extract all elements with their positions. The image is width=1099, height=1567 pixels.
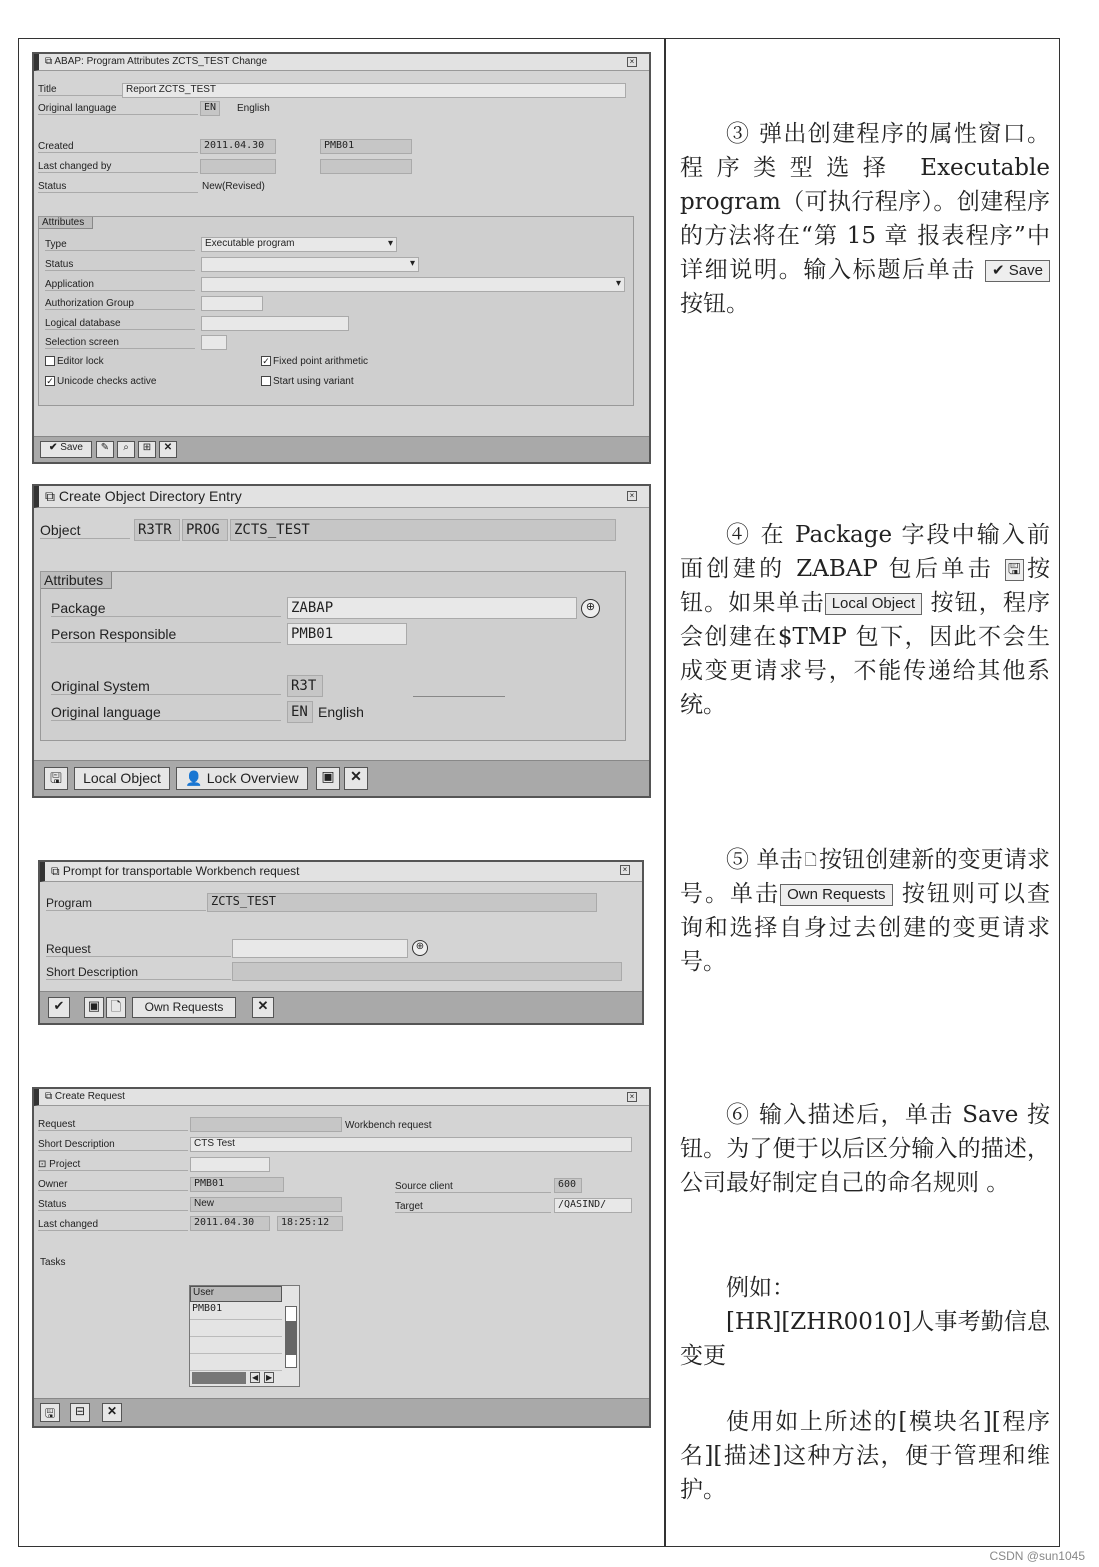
transport-request-prompt-dialog	[38, 860, 644, 1025]
fixed-point-label: Fixed point arithmetic	[273, 356, 369, 367]
tasks-label: Tasks	[40, 1257, 66, 1268]
column-divider	[664, 38, 666, 1547]
check-icon[interactable]: ⌕	[117, 441, 135, 458]
dropdown-icon[interactable]: ▾	[387, 238, 393, 249]
application-select[interactable]	[201, 277, 625, 292]
object-name: ZCTS_TEST	[230, 519, 616, 541]
object-label: Object	[40, 522, 130, 539]
dropdown-icon[interactable]: ▾	[615, 278, 621, 289]
cancel-icon[interactable]: ✕	[252, 997, 274, 1018]
editor-lock-label: Editor lock	[57, 356, 104, 367]
start-variant-label: Start using variant	[273, 376, 354, 387]
request-label: Request	[46, 942, 231, 957]
title-input[interactable]: Report ZCTS_TEST	[122, 83, 626, 98]
step3-tail: 按钮。	[680, 291, 749, 317]
short-desc-label: Short Description	[46, 965, 231, 980]
request-input[interactable]	[232, 939, 408, 958]
package-label: Package	[51, 600, 281, 617]
type-label: Type	[45, 239, 195, 251]
inline-local-object-button: Local Object	[825, 593, 922, 615]
logical-db-input[interactable]	[201, 316, 349, 331]
tasks-row[interactable]: PMB01	[190, 1303, 282, 1320]
lock-overview-button[interactable]	[176, 767, 308, 790]
scroll-left-icon[interactable]: ◀	[252, 1373, 259, 1382]
dialog-titlebar	[34, 1089, 649, 1106]
create-object-directory-dialog	[32, 484, 651, 798]
close-icon[interactable]: ×	[620, 865, 630, 875]
display-icon[interactable]: ▣	[316, 767, 340, 790]
attr-status-label: Status	[45, 259, 195, 271]
dialog-toolbar	[34, 1398, 649, 1426]
orig-lang-name: English	[318, 704, 364, 720]
editor-lock-checkbox[interactable]	[45, 356, 104, 367]
person-input[interactable]: PMB01	[287, 623, 407, 645]
save-button[interactable]: ✔ Save	[40, 441, 92, 458]
source-client-value: 600	[554, 1178, 582, 1193]
continue-icon[interactable]: ✔	[48, 997, 70, 1018]
owner-value: PMB01	[190, 1177, 284, 1192]
created-by: PMB01	[320, 139, 412, 154]
orig-lang-name: English	[237, 103, 270, 114]
last-changed-label: Last changed	[38, 1219, 188, 1231]
step4-mid: 按钮。如果单击	[680, 556, 1051, 616]
inline-own-requests-button: Own Requests	[780, 884, 892, 906]
step3-body: ③ 弹出创建程序的属性窗口。程序类型选择 Executable program（可执行程序）。创建程序的方法将在“第 15 章 报表程序”中详细说明。输入标题后单击	[680, 121, 1050, 283]
example-label: 例如：	[726, 1275, 795, 1301]
type-value: Executable program	[205, 238, 295, 249]
horizontal-scrollbar[interactable]	[192, 1372, 246, 1384]
start-variant-checkbox[interactable]	[261, 376, 354, 387]
step6-text	[680, 1098, 1050, 1200]
source-client-label: Source client	[395, 1181, 551, 1193]
request-type: Workbench request	[345, 1120, 432, 1131]
project-label	[38, 1159, 188, 1171]
status-label: Status	[38, 181, 198, 193]
dialog-title: Create Object Directory Entry	[58, 488, 242, 504]
unicode-checks-checkbox[interactable]: ✓ Unicode checks active	[46, 376, 157, 387]
dialog-titlebar	[34, 486, 649, 508]
step6-body: ⑥ 输入描述后，单击 Save 按钮。为了便于以后区分输入的描述，公司最好制定自己的命名规则 。	[680, 1102, 1050, 1196]
request-value	[190, 1117, 342, 1132]
status-value: New	[190, 1197, 342, 1212]
object-type: PROG	[182, 519, 228, 541]
hierarchy-icon[interactable]: ⊞	[138, 441, 156, 458]
orig-system-desc-line	[413, 696, 505, 697]
type-select[interactable]	[201, 237, 397, 252]
auth-group-input[interactable]	[201, 296, 263, 311]
dialog-toolbar	[34, 436, 649, 462]
status-value: New(Revised)	[202, 181, 265, 192]
window-icon: ⧉	[45, 1091, 53, 1102]
orig-lang-code: EN	[200, 101, 220, 116]
orig-lang-label: Original language	[51, 704, 281, 721]
cancel-icon[interactable]: ✕	[344, 767, 368, 790]
dropdown-icon[interactable]: ▾	[409, 258, 415, 269]
orig-lang-code: EN	[287, 701, 313, 723]
last-changed-label: Last changed by	[38, 161, 198, 173]
step5-body: ⑤ 单击	[726, 847, 803, 873]
target-label: Target	[395, 1201, 551, 1213]
orig-system-value: R3T	[287, 675, 323, 697]
dialog-titlebar	[34, 54, 649, 71]
project-input[interactable]	[190, 1157, 270, 1172]
spellcheck-icon[interactable]: ✎	[96, 441, 114, 458]
orig-system-label: Original System	[51, 678, 281, 695]
create-request-dialog	[32, 1087, 651, 1428]
last-changed-time: 18:25:12	[277, 1216, 343, 1231]
save-icon[interactable]: 🖫	[40, 1403, 60, 1422]
person-label: Person Responsible	[51, 626, 281, 643]
tasks-row-empty[interactable]	[190, 1320, 282, 1337]
short-desc-value	[232, 962, 622, 981]
close-icon[interactable]: ×	[627, 57, 637, 67]
cancel-icon[interactable]: ✕	[102, 1403, 122, 1422]
window-icon: ⧉	[45, 56, 53, 67]
usage-text	[680, 1405, 1050, 1507]
tasks-column-header[interactable]: User	[190, 1286, 282, 1302]
usage-body: 使用如上所述的[模块名][程序名][描述]这种方法，便于管理和维护。	[680, 1409, 1050, 1503]
last-changed-date: 2011.04.30	[190, 1216, 270, 1231]
attributes-group-title: Attributes	[39, 217, 93, 229]
request-label: Request	[38, 1119, 188, 1131]
auth-group-label: Authorization Group	[45, 298, 195, 310]
step4-text	[680, 518, 1050, 722]
cancel-icon[interactable]: ✕	[159, 441, 177, 458]
short-desc-label: Short Description	[38, 1139, 188, 1151]
step5-text	[680, 843, 1050, 979]
last-changed-date	[200, 159, 276, 174]
inline-save-button: ✔ Save	[985, 260, 1050, 282]
dialog-titlebar	[40, 862, 642, 882]
tasks-table	[189, 1285, 300, 1387]
title-label: Title	[38, 84, 198, 96]
target-value: /QASIND/	[554, 1198, 632, 1213]
tasks-row-empty[interactable]	[190, 1337, 282, 1354]
save-local-icon[interactable]: ⊟	[70, 1403, 90, 1422]
step4-body: ④ 在 Package 字段中输入前面创建的 ZABAP 包后单击	[680, 522, 1050, 582]
watermark: CSDN @sun1045	[989, 1549, 1085, 1563]
selection-screen-label: Selection screen	[45, 337, 195, 349]
attributes-group-title: Attributes	[41, 572, 112, 589]
selection-screen-input[interactable]	[201, 335, 227, 350]
inline-create-icon: 🗋	[804, 852, 817, 869]
application-label: Application	[45, 279, 195, 291]
close-icon[interactable]: ×	[627, 491, 637, 501]
owner-label: Owner	[38, 1179, 188, 1191]
created-date: 2011.04.30	[200, 139, 276, 154]
object-pgmid: R3TR	[134, 519, 180, 541]
orig-lang-label: Original language	[38, 103, 198, 115]
last-changed-by	[320, 159, 412, 174]
search-help-icon[interactable]: ⊕	[581, 599, 600, 618]
step3-text	[680, 117, 1050, 321]
close-icon[interactable]: ×	[627, 1092, 637, 1102]
save-label: Save	[60, 442, 83, 453]
local-object-button[interactable]: Local Object	[74, 767, 170, 790]
attributes-group	[40, 571, 626, 741]
dialog-title: ABAP: Program Attributes ZCTS_TEST Change	[54, 56, 268, 67]
fixed-point-checkbox[interactable]: ✓ Fixed point arithmetic	[262, 356, 369, 367]
step5-tail: 按钮则可以查询和选择自身过去创建的变更请求号。	[680, 881, 1051, 975]
program-label: Program	[46, 896, 206, 911]
short-desc-input[interactable]: CTS Test	[190, 1137, 632, 1152]
dialog-title: Create Request	[54, 1091, 125, 1102]
window-icon: ⧉	[51, 864, 60, 878]
example-value: [HR][ZHR0010]人事考勤信息变更	[680, 1309, 1050, 1369]
unicode-checks-label: Unicode checks active	[57, 376, 157, 387]
project-label-text: Project	[49, 1159, 81, 1170]
tasks-row-empty[interactable]	[190, 1354, 282, 1371]
scroll-right-icon[interactable]: ▶	[266, 1373, 273, 1382]
inline-save-label: Save	[1008, 262, 1043, 279]
dialog-toolbar	[40, 991, 642, 1023]
inline-save-icon: 🖫	[1005, 559, 1024, 581]
dialog-toolbar	[34, 760, 649, 796]
status-select[interactable]	[201, 257, 419, 272]
status-label: Status	[38, 1199, 188, 1211]
lock-overview-label: Lock Overview	[206, 770, 299, 786]
user-icon: 👤	[185, 770, 203, 786]
save-icon[interactable]: 🖫	[44, 767, 68, 790]
package-input[interactable]: ZABAP	[287, 597, 577, 619]
own-requests-button[interactable]: Own Requests	[132, 997, 236, 1018]
program-attributes-dialog	[32, 52, 651, 464]
vertical-scrollbar[interactable]	[285, 1306, 297, 1368]
display-icon[interactable]: ▣	[84, 997, 104, 1018]
attributes-group	[38, 216, 634, 406]
step4-tail: 按钮，程序会创建在$TMP 包下，因此不会生成变更请求号，不能传递给其他系统。	[680, 590, 1051, 718]
dialog-title: Prompt for transportable Workbench request	[62, 864, 300, 878]
example-text	[680, 1271, 1050, 1373]
search-help-icon[interactable]: ⊕	[412, 940, 428, 956]
step5-mid: 按钮创建新的变更请求号。单击	[680, 847, 1051, 907]
created-label: Created	[38, 141, 198, 153]
window-icon: ⧉	[45, 488, 55, 504]
create-request-icon[interactable]: 🗋	[106, 997, 126, 1018]
project-icon[interactable]: ⊡	[38, 1159, 47, 1170]
logical-db-label: Logical database	[45, 318, 195, 330]
program-value: ZCTS_TEST	[207, 893, 597, 912]
